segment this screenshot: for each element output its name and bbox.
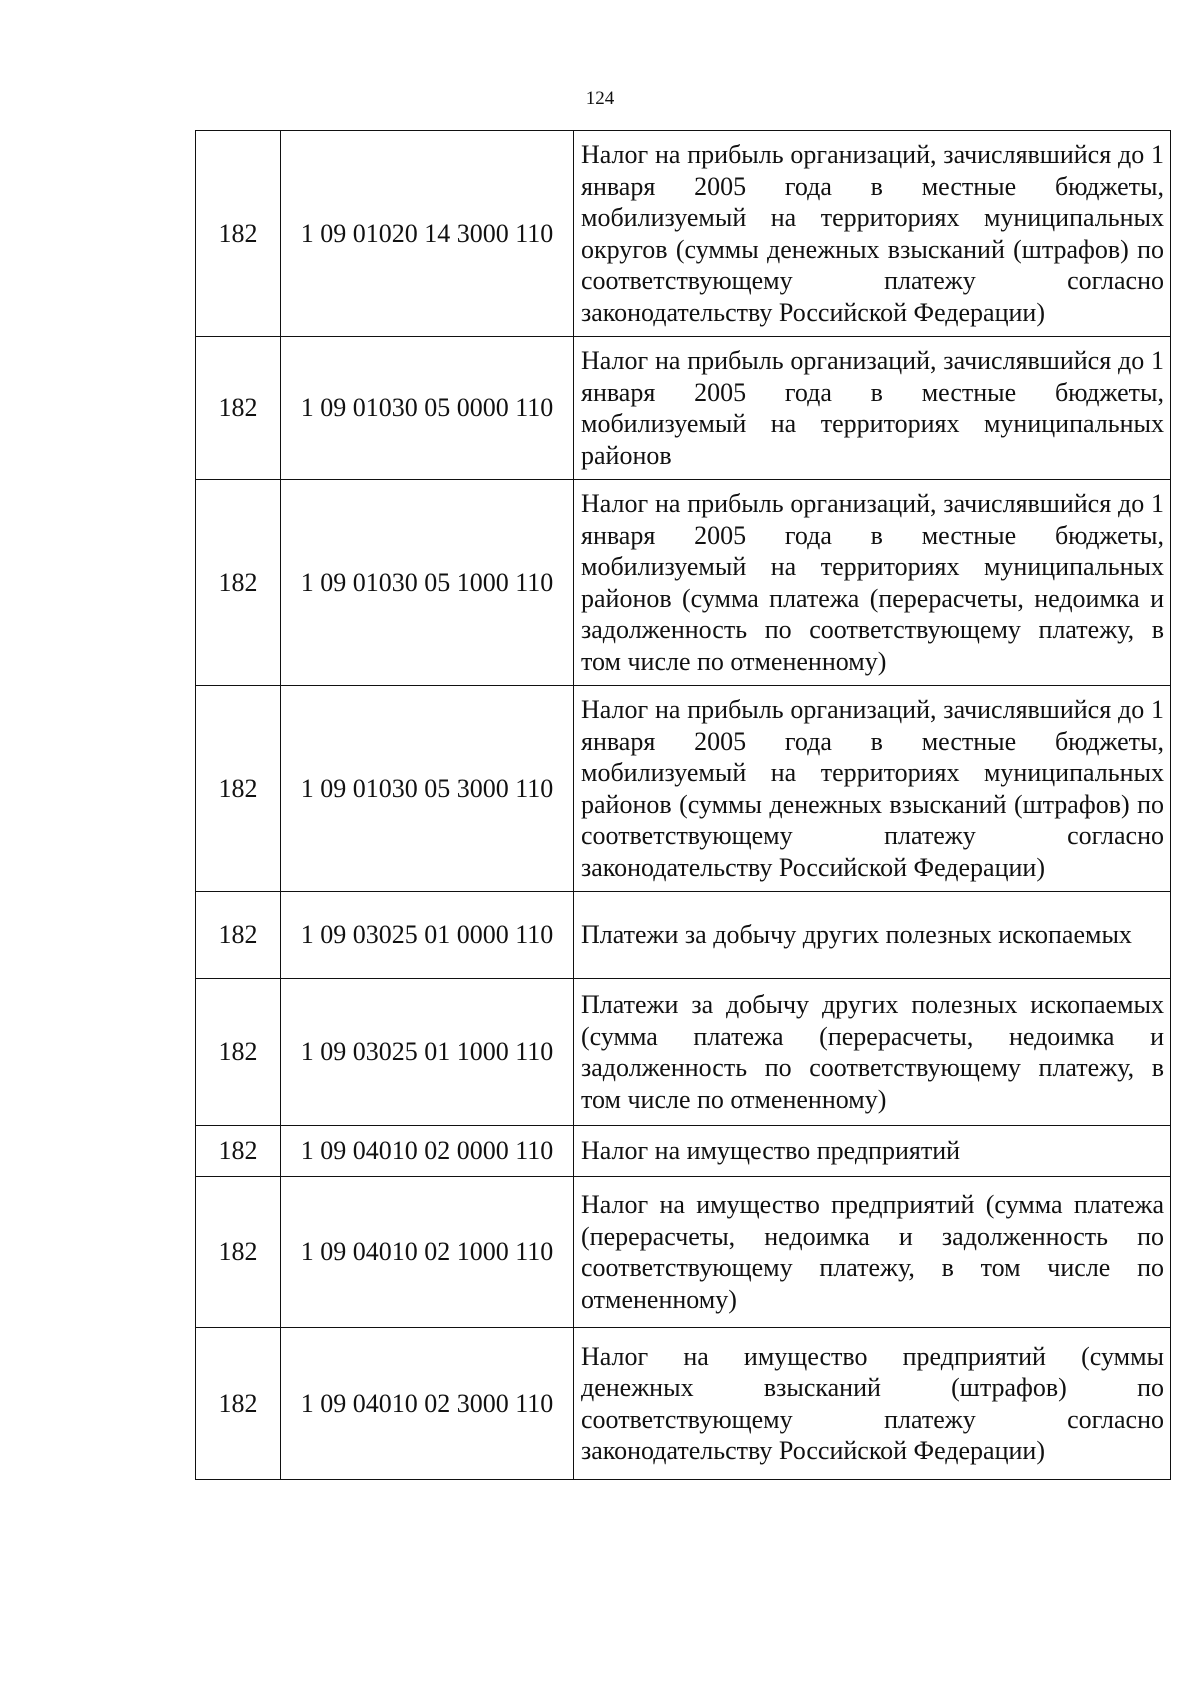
- description-cell: Платежи за добычу других полезных ископаемых (сумма платежа (перерасчеты, недоимка и задолженность по соответствующему платежу, в том числе по отмененному): [574, 979, 1171, 1126]
- table-row: [196, 1126, 1171, 1177]
- table-row: [196, 979, 1171, 1126]
- table-row: [196, 131, 1171, 337]
- description-cell: Налог на прибыль организаций, зачислявшийся до 1 января 2005 года в местные бюджеты, мобилизуемый на территориях муниципальных округов (суммы денежных взысканий (штрафов) по соответствующему платежу согласно законодательству Российской Федерации): [574, 131, 1171, 337]
- budget-code-cell: 1 09 03025 01 0000 110: [281, 892, 574, 979]
- budget-code-cell: 1 09 03025 01 1000 110: [281, 979, 574, 1126]
- admin-code-cell: 182: [196, 131, 281, 337]
- description-cell: Налог на прибыль организаций, зачислявшийся до 1 января 2005 года в местные бюджеты, мобилизуемый на территориях муниципальных районов (сумма платежа (перерасчеты, недоимка и задолженность по соответствующему платежу, в том числе по отмененному): [574, 480, 1171, 686]
- budget-code-cell: 1 09 04010 02 0000 110: [281, 1126, 574, 1177]
- budget-code-cell: 1 09 04010 02 3000 110: [281, 1328, 574, 1480]
- admin-code-cell: 182: [196, 337, 281, 480]
- budget-code-cell: 1 09 01030 05 0000 110: [281, 337, 574, 480]
- admin-code-cell: 182: [196, 892, 281, 979]
- budget-code-cell: 1 09 04010 02 1000 110: [281, 1177, 574, 1328]
- budget-code-table: [195, 130, 1171, 1480]
- admin-code-cell: 182: [196, 686, 281, 892]
- table-row: [196, 337, 1171, 480]
- description-cell: Налог на прибыль организаций, зачислявшийся до 1 января 2005 года в местные бюджеты, мобилизуемый на территориях муниципальных районов (суммы денежных взысканий (штрафов) по соответствующему платежу согласно законодательству Российской Федерации): [574, 686, 1171, 892]
- admin-code-cell: 182: [196, 1328, 281, 1480]
- admin-code-cell: 182: [196, 480, 281, 686]
- admin-code-cell: 182: [196, 1177, 281, 1328]
- description-cell: Налог на прибыль организаций, зачислявшийся до 1 января 2005 года в местные бюджеты, мобилизуемый на территориях муниципальных районов: [574, 337, 1171, 480]
- page-number: 124: [585, 88, 615, 109]
- table-row: [196, 686, 1171, 892]
- admin-code-cell: 182: [196, 979, 281, 1126]
- budget-code-cell: 1 09 01030 05 3000 110: [281, 686, 574, 892]
- description-cell: Налог на имущество предприятий (сумма платежа (перерасчеты, недоимка и задолженность по соответствующему платежу, в том числе по отмененному): [574, 1177, 1171, 1328]
- description-cell: Налог на имущество предприятий (суммы денежных взысканий (штрафов) по соответствующему платежу согласно законодательству Российской Федерации): [574, 1328, 1171, 1480]
- budget-code-cell: 1 09 01020 14 3000 110: [281, 131, 574, 337]
- description-cell: Платежи за добычу других полезных ископаемых: [574, 892, 1171, 979]
- table-row: [196, 1177, 1171, 1328]
- table-row: [196, 892, 1171, 979]
- table-row: [196, 1328, 1171, 1480]
- table-row: [196, 480, 1171, 686]
- description-cell: Налог на имущество предприятий: [574, 1126, 1171, 1177]
- budget-code-cell: 1 09 01030 05 1000 110: [281, 480, 574, 686]
- admin-code-cell: 182: [196, 1126, 281, 1177]
